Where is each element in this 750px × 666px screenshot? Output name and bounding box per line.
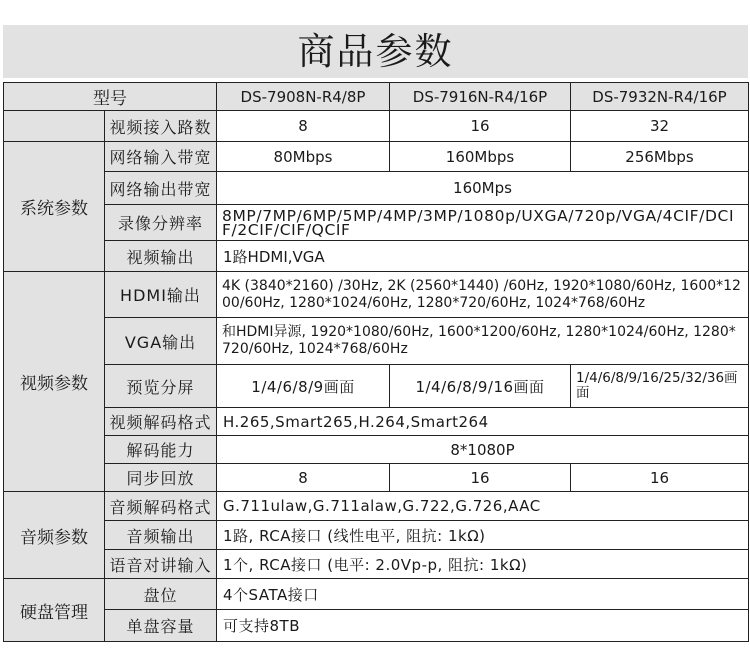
row-label: 网络输出带宽 (105, 172, 217, 205)
cell-value: 32 (571, 111, 749, 142)
cell-value: 80Mbps (217, 142, 390, 172)
row-label: HDMI输出 (105, 272, 217, 318)
cell-value: 1路HDMI,VGA (217, 241, 749, 272)
cell-value: 16 (390, 111, 571, 142)
group-system: 系统参数 (4, 142, 105, 272)
row-label: 视频接入路数 (105, 111, 217, 142)
model-3: DS-7932N-R4/16P (571, 83, 749, 111)
group-video: 视频参数 (4, 272, 105, 492)
audio-out-row (4, 521, 749, 550)
disk-capacity-row (4, 610, 749, 642)
cell-value: 8*1080P (217, 436, 749, 464)
page-title: 商品参数 (3, 25, 748, 78)
video-out-row (4, 241, 749, 272)
cell-value: 和HDMI异源, 1920*1080/60Hz, 1600*1200/60Hz, 1280*1024/60Hz, 1280*720/60Hz, 1024*768/60Hz (217, 318, 749, 365)
cell-value: 160Mbps (390, 142, 571, 172)
group-audio: 音频参数 (4, 492, 105, 579)
row-label: 录像分辨率 (105, 205, 217, 241)
spec-table (3, 82, 749, 642)
model-1: DS-7908N-R4/8P (217, 83, 390, 111)
row-label: 视频输出 (105, 241, 217, 272)
cell-value: 256Mbps (571, 142, 749, 172)
cell-value: G.711ulaw,G.711alaw,G.722,G.726,AAC (217, 492, 749, 521)
playback-row (4, 464, 749, 492)
decode-fmt-row (4, 408, 749, 436)
cell-value: 1/4/6/8/9画面 (217, 365, 390, 408)
row-label: 视频解码格式 (105, 408, 217, 436)
row-label: 音频解码格式 (105, 492, 217, 521)
vga-row (4, 318, 749, 365)
cell-value: 16 (571, 464, 749, 492)
cell-value: 1路, RCA接口 (线性电平, 阻抗: 1kΩ) (217, 521, 749, 550)
row-label: VGA输出 (105, 318, 217, 365)
row-label: 预览分屏 (105, 365, 217, 408)
empty-group-cell (4, 111, 105, 142)
rec-res-row (4, 205, 749, 241)
row-label: 解码能力 (105, 436, 217, 464)
group-disk: 硬盘管理 (4, 579, 105, 642)
cell-value: 8 (217, 111, 390, 142)
audio-decode-row (4, 492, 749, 521)
row-label: 语音对讲输入 (105, 550, 217, 579)
cell-value: 可支持8TB (217, 610, 749, 642)
decode-cap-row (4, 436, 749, 464)
cell-value: 1/4/6/8/9/16画面 (390, 365, 571, 408)
video-inputs-row (4, 111, 749, 142)
disk-bays-row (4, 579, 749, 610)
cell-value: 8 (217, 464, 390, 492)
cell-value: H.265,Smart265,H.264,Smart264 (217, 408, 749, 436)
hdmi-row (4, 272, 749, 318)
cell-value: 4个SATA接口 (217, 579, 749, 610)
intercom-row (4, 550, 749, 579)
row-label: 单盘容量 (105, 610, 217, 642)
row-label: 同步回放 (105, 464, 217, 492)
net-in-row (4, 142, 749, 172)
model-2: DS-7916N-R4/16P (390, 83, 571, 111)
cell-value: 160Mps (217, 172, 749, 205)
cell-value: 1/4/6/8/9/16/25/32/36画面 (571, 365, 749, 408)
row-label: 网络输入带宽 (105, 142, 217, 172)
cell-value: 4K (3840*2160) /30Hz, 2K (2560*1440) /60Hz, 1920*1080/60Hz, 1600*1200/60Hz, 1280*1024/60Hz, 1280*720/60Hz, 1024*768/60Hz (217, 272, 749, 318)
row-label: 盘位 (105, 579, 217, 610)
cell-value: 8MP/7MP/6MP/5MP/4MP/3MP/1080p/UXGA/720p/VGA/4CIF/DCIF/2CIF/CIF/QCIF (217, 205, 749, 241)
header-row (4, 83, 749, 111)
preview-row (4, 365, 749, 408)
cell-value: 16 (390, 464, 571, 492)
net-out-row (4, 172, 749, 205)
row-label: 音频输出 (105, 521, 217, 550)
model-label: 型号 (4, 83, 217, 111)
cell-value: 1个, RCA接口 (电平: 2.0Vp-p, 阻抗: 1kΩ) (217, 550, 749, 579)
